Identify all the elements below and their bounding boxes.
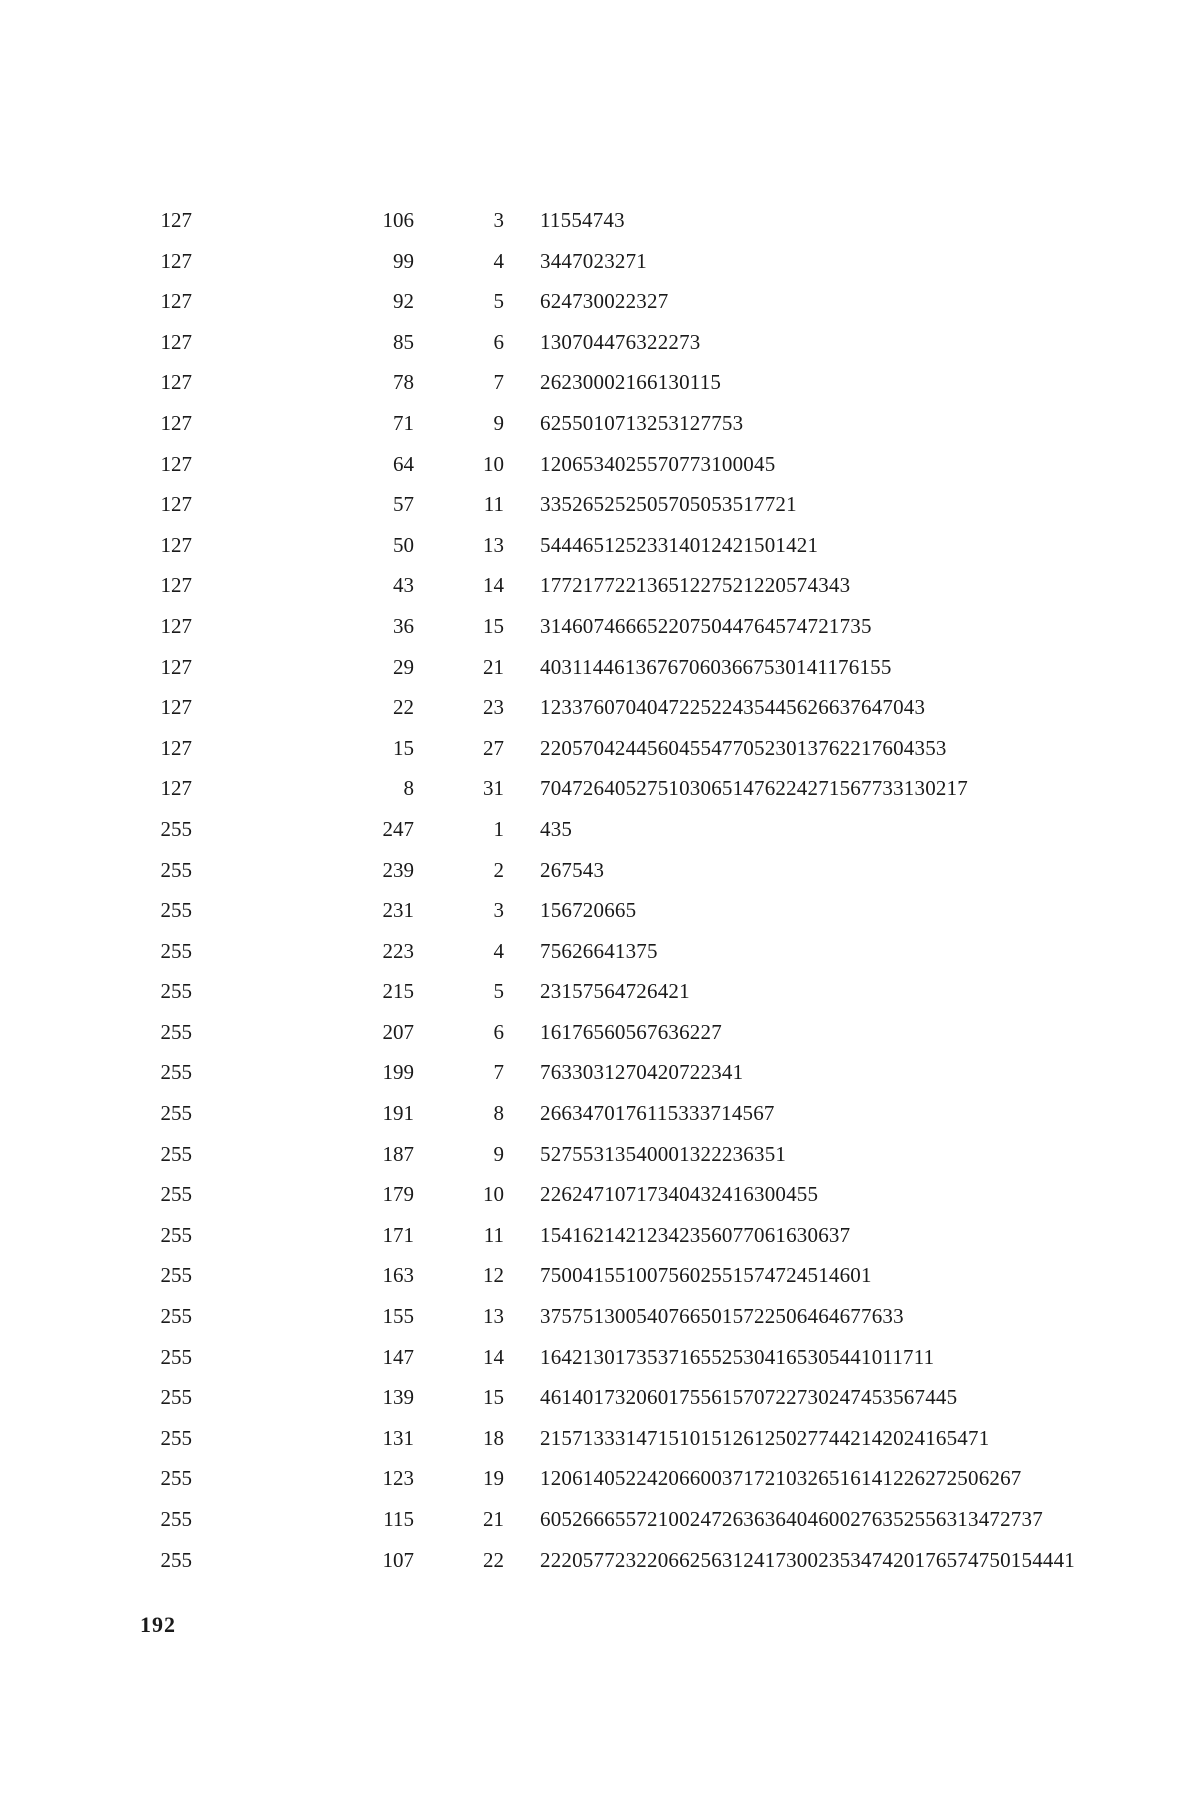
table-cell-col-4: 54446512523314012421501421 xyxy=(540,532,819,557)
table-cell-col-4: 1206534025570773100045 xyxy=(540,451,776,476)
table-row xyxy=(140,525,1140,566)
table-cell-col-2: 131 xyxy=(382,1425,414,1450)
table-cell-col-2: 115 xyxy=(383,1507,414,1531)
table-cell-col-4: 52755313540001322236351 xyxy=(540,1141,787,1166)
table-row xyxy=(140,647,1140,688)
table-cell-col-1: 255 xyxy=(160,816,192,841)
table-row xyxy=(140,687,1140,728)
table-cell-col-2: 187 xyxy=(382,1141,414,1166)
table-cell-col-3: 1 xyxy=(493,816,504,841)
table-cell-col-1: 255 xyxy=(160,1507,192,1531)
table-cell-col-2: 57 xyxy=(393,492,414,517)
table-cell-col-2: 231 xyxy=(382,898,414,923)
table-cell-col-2: 29 xyxy=(393,654,414,679)
table-cell-col-4: 22057042445604554770523013762217604353 xyxy=(540,735,947,760)
table-cell-col-2: 215 xyxy=(382,979,414,1004)
table-cell-col-4: 335265252505705053517721 xyxy=(540,492,797,517)
table-cell-col-4: 26230002166130115 xyxy=(540,370,722,395)
table-row xyxy=(140,200,1140,241)
table-row xyxy=(140,1296,1140,1337)
table-row xyxy=(140,1418,1140,1459)
table-cell-col-3: 15 xyxy=(483,1385,504,1410)
table-cell-col-4: 16176560567636227 xyxy=(540,1019,722,1044)
table-cell-col-4: 7047264052751030651476224271567733130217 xyxy=(540,776,968,801)
table-row xyxy=(140,484,1140,525)
table-cell-col-1: 127 xyxy=(160,451,192,476)
table-cell-col-1: 255 xyxy=(160,1466,192,1491)
table-row xyxy=(140,403,1140,444)
table-cell-col-4: 17721772213651227521220574343 xyxy=(540,573,851,598)
table-cell-col-3: 11 xyxy=(483,1222,504,1247)
table-cell-col-2: 78 xyxy=(393,370,414,395)
table-cell-col-4: 7500415510075602551574724514601 xyxy=(540,1263,872,1288)
table-cell-col-3: 5 xyxy=(493,289,504,314)
table-cell-col-1: 255 xyxy=(160,1425,192,1450)
page-number: 192 xyxy=(140,1612,176,1637)
table-cell-col-3: 13 xyxy=(483,1304,504,1329)
table-cell-col-2: 171 xyxy=(382,1222,414,1247)
table-cell-col-4: 215713331471510151261250277442142024165471 xyxy=(540,1425,990,1450)
table-cell-col-1: 127 xyxy=(160,492,192,517)
table-cell-col-3: 22 xyxy=(483,1547,504,1572)
table-row xyxy=(140,1134,1140,1175)
table-cell-col-3: 21 xyxy=(483,1507,504,1531)
table-cell-col-1: 127 xyxy=(160,776,192,801)
table-cell-col-4: 1642130173537165525304165305441011711 xyxy=(540,1344,935,1369)
table-row xyxy=(140,1215,1140,1256)
table-cell-col-4: 156720665 xyxy=(540,898,637,923)
table-cell-col-2: 179 xyxy=(382,1182,414,1207)
table-cell-col-1: 127 xyxy=(160,329,192,354)
table-cell-col-3: 18 xyxy=(483,1425,504,1450)
table-cell-col-4: 130704476322273 xyxy=(540,329,701,354)
table-cell-col-4: 22624710717340432416300455 xyxy=(540,1182,819,1207)
table-cell-col-1: 127 xyxy=(160,613,192,638)
table-cell-col-2: 8 xyxy=(403,776,414,801)
table-cell-col-4: 461401732060175561570722730247453567445 xyxy=(540,1385,958,1410)
table-cell-col-1: 255 xyxy=(160,1101,192,1126)
table-cell-col-4: 7633031270420722341 xyxy=(540,1060,744,1085)
table-cell-col-4: 11554743 xyxy=(540,208,625,232)
table-cell-col-3: 3 xyxy=(493,898,504,923)
table-cell-col-4: 123376070404722522435445626637647043 xyxy=(540,695,926,720)
table-row xyxy=(140,565,1140,606)
table-cell-col-4: 435 xyxy=(540,816,573,841)
table-cell-col-2: 223 xyxy=(382,938,414,963)
table-cell-col-2: 191 xyxy=(382,1101,414,1126)
table-cell-col-2: 155 xyxy=(382,1304,414,1329)
table-cell-col-2: 22 xyxy=(393,695,414,720)
table-cell-col-1: 127 xyxy=(160,410,192,435)
table-cell-col-2: 92 xyxy=(393,289,414,314)
table-cell-col-3: 14 xyxy=(483,573,504,598)
table-cell-col-1: 127 xyxy=(160,573,192,598)
table-cell-col-4: 120614052242066003717210326516141226272506267 xyxy=(540,1466,1022,1491)
table-cell-col-3: 10 xyxy=(483,451,504,476)
table-cell-col-2: 36 xyxy=(393,613,414,638)
table-cell-col-2: 207 xyxy=(382,1019,414,1044)
table-cell-col-2: 139 xyxy=(382,1385,414,1410)
table-row xyxy=(140,362,1140,403)
table-cell-col-2: 64 xyxy=(393,451,414,476)
table-cell-col-3: 6 xyxy=(493,329,504,354)
table-row xyxy=(140,1255,1140,1296)
table-cell-col-1: 127 xyxy=(160,532,192,557)
table-row xyxy=(140,1458,1140,1499)
table-cell-col-1: 255 xyxy=(160,979,192,1004)
table-cell-col-4: 60526665572100247263636404600276352556313472737 xyxy=(540,1507,1043,1531)
table-cell-col-3: 5 xyxy=(493,979,504,1004)
table-row xyxy=(140,1174,1140,1215)
table-cell-col-1: 255 xyxy=(160,1263,192,1288)
table-cell-col-1: 255 xyxy=(160,1141,192,1166)
table-cell-col-4: 2663470176115333714567 xyxy=(540,1101,775,1126)
table-cell-col-2: 85 xyxy=(393,329,414,354)
table-cell-col-4: 3146074666522075044764574721735 xyxy=(540,613,872,638)
table-cell-col-2: 43 xyxy=(393,573,414,598)
table-cell-col-2: 15 xyxy=(393,735,414,760)
table-cell-col-3: 14 xyxy=(483,1344,504,1369)
table-cell-col-2: 239 xyxy=(382,857,414,882)
table-cell-col-4: 23157564726421 xyxy=(540,979,690,1004)
table-cell-col-3: 6 xyxy=(493,1019,504,1044)
table-cell-col-1: 255 xyxy=(160,1547,192,1572)
table-row xyxy=(140,768,1140,809)
table-cell-col-1: 127 xyxy=(160,654,192,679)
table-row xyxy=(140,1377,1140,1418)
table-row xyxy=(140,1540,1140,1581)
table-cell-col-1: 127 xyxy=(160,248,192,273)
table-cell-col-2: 247 xyxy=(382,816,414,841)
table-cell-col-1: 255 xyxy=(160,857,192,882)
table-cell-col-3: 23 xyxy=(483,695,504,720)
table-cell-col-2: 50 xyxy=(393,532,414,557)
table-cell-col-3: 10 xyxy=(483,1182,504,1207)
table-cell-col-1: 255 xyxy=(160,1019,192,1044)
table-cell-col-1: 127 xyxy=(160,370,192,395)
table-cell-col-1: 127 xyxy=(160,208,192,232)
table-row xyxy=(140,890,1140,931)
table-cell-col-1: 255 xyxy=(160,1182,192,1207)
table-cell-col-3: 7 xyxy=(493,1060,504,1085)
table-cell-col-3: 11 xyxy=(483,492,504,517)
table-cell-col-1: 255 xyxy=(160,1304,192,1329)
table-cell-col-2: 99 xyxy=(393,248,414,273)
table-cell-col-3: 31 xyxy=(483,776,504,801)
table-cell-col-3: 9 xyxy=(493,1141,504,1166)
table-cell-col-3: 3 xyxy=(493,208,504,232)
table-cell-col-1: 127 xyxy=(160,735,192,760)
table-cell-col-1: 255 xyxy=(160,898,192,923)
table-cell-col-2: 123 xyxy=(382,1466,414,1491)
table-row xyxy=(140,444,1140,485)
table-cell-col-4: 403114461367670603667530141176155 xyxy=(540,654,892,679)
table-cell-col-2: 199 xyxy=(382,1060,414,1085)
table-row xyxy=(140,931,1140,972)
table-row xyxy=(140,1499,1140,1540)
table-cell-col-2: 71 xyxy=(393,410,414,435)
table-cell-col-3: 4 xyxy=(493,938,504,963)
table-cell-col-1: 127 xyxy=(160,289,192,314)
table-row xyxy=(140,606,1140,647)
table-cell-col-3: 7 xyxy=(493,370,504,395)
table-cell-col-4: 6255010713253127753 xyxy=(540,410,744,435)
table-row xyxy=(140,241,1140,282)
table-cell-col-4: 624730022327 xyxy=(540,289,669,314)
table-cell-col-4: 3757513005407665015722506464677633 xyxy=(540,1304,904,1329)
table-row xyxy=(140,850,1140,891)
table-cell-col-1: 255 xyxy=(160,1060,192,1085)
table-row xyxy=(140,322,1140,363)
table-cell-col-1: 255 xyxy=(160,938,192,963)
table-cell-col-2: 107 xyxy=(382,1547,414,1572)
table-cell-col-4: 75626641375 xyxy=(540,938,658,963)
table-cell-col-1: 255 xyxy=(160,1385,192,1410)
table-cell-col-3: 4 xyxy=(493,248,504,273)
table-cell-col-3: 21 xyxy=(483,654,504,679)
table-cell-col-1: 255 xyxy=(160,1344,192,1369)
table-row xyxy=(140,809,1140,850)
table-cell-col-3: 27 xyxy=(483,735,504,760)
table-cell-col-3: 19 xyxy=(483,1466,504,1491)
table-cell-col-4: 3447023271 xyxy=(540,248,647,273)
table-row xyxy=(140,1337,1140,1378)
table-cell-col-4: 15416214212342356077061630637 xyxy=(540,1222,851,1247)
table-cell-col-3: 12 xyxy=(483,1263,504,1288)
table-cell-col-1: 127 xyxy=(160,695,192,720)
table-cell-col-3: 8 xyxy=(493,1101,504,1126)
table-cell-col-2: 147 xyxy=(382,1344,414,1369)
table-row xyxy=(140,1052,1140,1093)
table-cell-col-3: 2 xyxy=(493,857,504,882)
table-cell-col-3: 15 xyxy=(483,613,504,638)
table-cell-col-3: 9 xyxy=(493,410,504,435)
table-row xyxy=(140,281,1140,322)
table-cell-col-2: 106 xyxy=(382,208,414,232)
table-row xyxy=(140,1093,1140,1134)
table-row xyxy=(140,971,1140,1012)
table-row xyxy=(140,728,1140,769)
table-cell-col-1: 255 xyxy=(160,1222,192,1247)
table-cell-col-4: 267543 xyxy=(540,857,605,882)
table-row xyxy=(140,1012,1140,1053)
number-table xyxy=(140,200,1140,1580)
table-cell-col-4: 22205772322066256312417300235347420176574750154441 xyxy=(540,1547,1075,1572)
table-cell-col-2: 163 xyxy=(382,1263,414,1288)
table-cell-col-3: 13 xyxy=(483,532,504,557)
